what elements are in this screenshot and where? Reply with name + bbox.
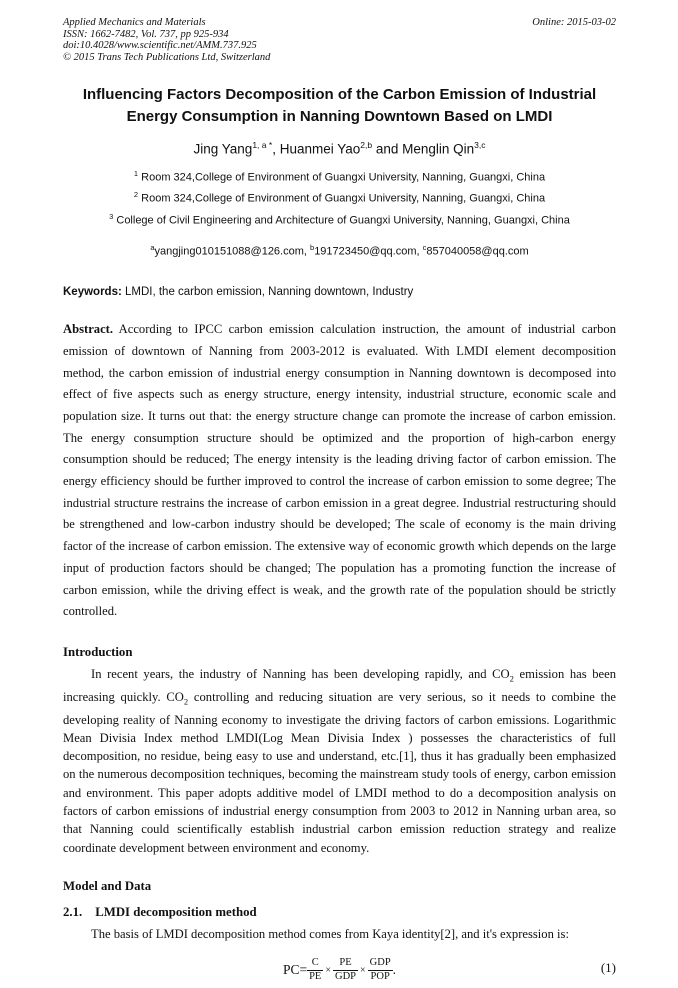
author-superscript: 2,b (360, 140, 373, 150)
subscript-2: 2 (183, 696, 189, 707)
subheading-label: LMDI decomposition method (95, 904, 257, 919)
introduction-heading: Introduction (63, 644, 133, 659)
affiliation-text: Room 324,College of Environment of Guangxi University, Nanning, Guangxi, China (138, 171, 546, 184)
affiliation-text: College of Civil Engineering and Architecture of Guangxi University, Nanning, Guangxi, China (113, 214, 570, 227)
affiliation-superscript: 1 (133, 168, 139, 178)
journal-doi-line: doi:10.4028/www.scientific.net/AMM.737.925 (63, 40, 257, 51)
author-superscript: 1, a * (252, 140, 273, 150)
introduction-text: emission has been increasing quickly. CO (63, 666, 616, 704)
introduction-paragraph (63, 665, 616, 857)
subscript-2: 2 (509, 673, 514, 684)
journal-header-left (63, 17, 270, 63)
emails-line (63, 240, 616, 260)
equation-period: . (392, 962, 397, 978)
authors-line (63, 135, 616, 160)
email-superscript: b (310, 243, 315, 253)
model-and-data-heading: Model and Data (63, 878, 152, 893)
affiliation-superscript: 3 (109, 211, 114, 221)
introduction-text: controlling and reducing situation are very serious, so it needs to combine the developing reality of Nanning economy to investigate the driving factors of carbon emissions. Logarithmic Mean Divisia Index method LMDI(Log Mean Divisia Index ) possesses the characteristics of full decomposition, no residue, being easy to use and understand, etc.[1], thus it has gradually been emphasized on the numerous decomposition techniques, becoming the mainstream study tools of energy, carbon emission and environment. This paper adopts additive model of LMDI method to do a decomposition analysis on factors of carbon emissions of industrial energy consumption from 2003 to 2012 in Nanning urban area, so that Nanning could scientifically establish industrial carbon emission reduction strategy and realize coordinate development between environment and economy. (63, 689, 616, 855)
introduction-text: In recent years, the industry of Nanning has been developing rapidly, and CO (91, 666, 510, 681)
journal-issn-line: ISSN: 1662-7482, Vol. 737, pp 925-934 (63, 28, 229, 40)
email-superscript: c (422, 243, 427, 253)
lmdi-method-subheading (63, 904, 616, 921)
keywords-text: LMDI, the carbon emission, Nanning downtown, Industry (121, 286, 414, 299)
email-superscript: a (150, 243, 155, 253)
abstract-text: According to IPCC carbon emission calculation instruction, the amount of industrial carbon emission of downtown of Nanning from 2003-2012 is evaluated. With LMDI element decomposition method, the carbon emission of industrial energy consumption in Nanning downtown is decomposed into effect of five aspects such as energy structure, energy intensity, industrial structure, economic scale and population size. It turns out that: the energy structure change can promote the increase of carbon emission. The energy consumption structure should be optimized and the proportion of high-carbon energy consumption should be reduced; The energy intensity is the leading driving factor of carbon emission. The energy efficiency should be further improved to control the increase of carbon emission to some degree; The industrial structure restrains the increase of carbon emission in a great degree. Industrial restructuring should be strengthened and low-carbon industry should be developed; The scale of economy is the main driving factor of the increase of carbon emission. The extensive way of economic growth which depends on the large input of production factors should be changed; The population has a promoting function the increase of carbon emission, while the driving effect is weak, and the growth rate of the population should be strictly controlled. (63, 322, 616, 619)
multiply-sign: × (360, 964, 366, 976)
author-name: , Huanmei Yao (272, 141, 361, 157)
fraction-pe-gdp: $\frac{PE}{\text{GDP}}$ (335, 957, 357, 982)
journal-copyright-line: © 2015 Trans Tech Publications Ltd, Switzerland (63, 51, 271, 63)
abstract-label: Abstract. (63, 322, 114, 337)
abstract-paragraph (63, 319, 616, 623)
keywords-line (63, 285, 616, 300)
affiliation-text: Room 324,College of Environment of Guangxi University, Nanning, Guangxi, China (138, 192, 546, 205)
journal-name: Applied Mechanics and Materials (63, 17, 206, 28)
equation-number: (1) (600, 960, 616, 976)
multiply-sign: × (325, 964, 331, 976)
email-address: 191723450@qq.com, (314, 246, 423, 259)
affiliation-line (63, 208, 616, 230)
journal-header (63, 17, 616, 63)
email-address: 857040058@qq.com (426, 246, 529, 259)
kaya-identity-lead: The basis of LMDI decomposition method comes from Kaya identity[2], and it's expression is: (91, 926, 569, 941)
affiliation-superscript: 2 (133, 190, 139, 200)
equation-1-row (63, 954, 616, 988)
author-name: Jing Yang (193, 141, 253, 157)
equation-1 (283, 958, 396, 984)
author-name: and Menglin Qin (372, 141, 475, 157)
equation-lhs: PC= (282, 962, 308, 978)
author-superscript: 3,c (474, 140, 486, 150)
subheading-number: 2.1. (63, 904, 83, 919)
fraction-c-pe: $\frac{C}{PE}$ (309, 957, 322, 982)
paper-title: Influencing Factors Decomposition of the Carbon Emission of Industrial Energy Consumption in Nanning Downtown Based on LMDI (82, 86, 597, 125)
online-date: Online: 2015-03-02 (532, 17, 616, 28)
email-address: yangjing010151088@126.com, (154, 246, 311, 259)
affiliation-line (63, 186, 616, 208)
fraction-gdp-pop: $\frac{\text{GDP}}{\text{POP}}$ (369, 957, 391, 982)
keywords-label: Keywords: (63, 286, 122, 299)
affiliations-block (63, 165, 616, 230)
affiliation-line (63, 165, 616, 187)
